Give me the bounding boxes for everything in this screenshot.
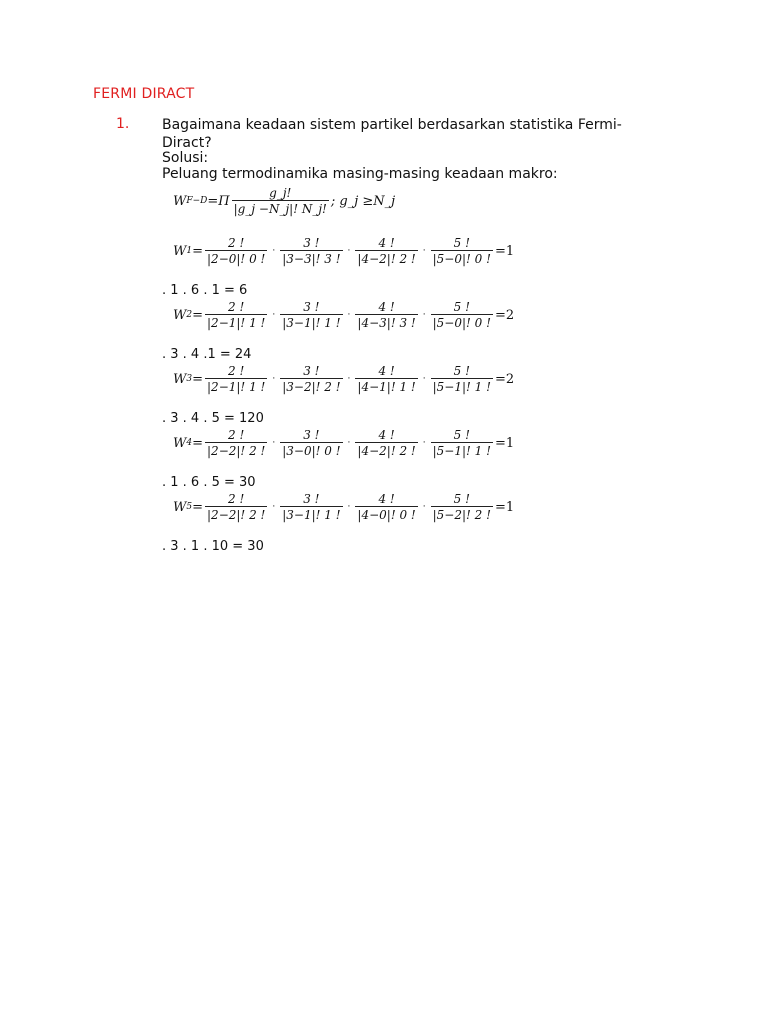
- equation-w1: [173, 236, 514, 266]
- formula-op: =Π: [207, 193, 230, 209]
- fraction: [431, 428, 493, 458]
- fraction: [431, 364, 493, 394]
- equation-w3: [173, 364, 514, 394]
- product-line: . 1 . 6 . 5 = 30: [162, 475, 256, 490]
- equals-sign: =: [192, 435, 204, 451]
- product-line: . 3 . 4 .1 = 24: [162, 347, 252, 362]
- equation-lhs-sub: 1: [186, 246, 193, 256]
- question-number: 1.: [116, 116, 130, 132]
- formula-fraction: [232, 186, 329, 216]
- multiply-dot: ·: [422, 438, 426, 448]
- equation-w4: [173, 428, 514, 458]
- equation-w5: [173, 492, 514, 522]
- fraction-denominator: |4−1|! 1 !: [357, 380, 416, 394]
- fraction-denominator: |5−1|! 1 !: [432, 444, 491, 458]
- fraction-numerator: 5 !: [453, 364, 470, 378]
- fraction: [431, 300, 493, 330]
- product-line: . 3 . 1 . 10 = 30: [162, 539, 264, 554]
- equation-result: =2: [494, 371, 515, 387]
- fraction-numerator: 5 !: [453, 428, 470, 442]
- product-line: . 3 . 4 . 5 = 120: [162, 411, 264, 426]
- fraction: [205, 428, 267, 458]
- formula-lhs: W: [173, 193, 187, 209]
- equation-lhs-sub: 3: [186, 374, 193, 384]
- fraction-denominator: |3−0|! 0 !: [282, 444, 341, 458]
- fraction-denominator: |5−0|! 0 !: [432, 252, 491, 266]
- equals-sign: =: [192, 243, 204, 259]
- fraction: [355, 236, 417, 266]
- equation-lhs: W: [173, 499, 187, 515]
- peluang-text: Peluang termodinamika masing-masing keadaan makro:: [162, 166, 558, 182]
- product-line: . 1 . 6 . 1 = 6: [162, 283, 248, 298]
- multiply-dot: ·: [422, 246, 426, 256]
- fraction: [205, 300, 267, 330]
- equation-lhs: W: [173, 307, 187, 323]
- fraction: [280, 364, 342, 394]
- multiply-dot: ·: [272, 438, 276, 448]
- multiply-dot: ·: [347, 310, 351, 320]
- equation-lhs-sub: 5: [186, 502, 193, 512]
- fraction-numerator: 5 !: [453, 492, 470, 506]
- fraction-numerator: 5 !: [453, 236, 470, 250]
- formula-numerator: g_j!: [269, 186, 292, 200]
- fraction: [205, 364, 267, 394]
- fraction-denominator: |4−2|! 2 !: [357, 444, 416, 458]
- equation-result: =1: [494, 243, 515, 259]
- fraction-numerator: 3 !: [303, 300, 320, 314]
- fraction: [431, 492, 493, 522]
- equation-lhs: W: [173, 435, 187, 451]
- fraction-numerator: 4 !: [378, 492, 395, 506]
- fraction-numerator: 4 !: [378, 236, 395, 250]
- fraction: [205, 236, 267, 266]
- fraction-numerator: 3 !: [303, 236, 320, 250]
- fraction-numerator: 4 !: [378, 428, 395, 442]
- equals-sign: =: [192, 371, 204, 387]
- fraction-numerator: 4 !: [378, 364, 395, 378]
- fraction: [205, 492, 267, 522]
- equation-lhs: W: [173, 243, 187, 259]
- multiply-dot: ·: [347, 246, 351, 256]
- question-text: Bagaimana keadaan sistem partikel berdasarkan statistika Fermi-Diract?: [162, 117, 622, 151]
- fraction-denominator: |4−2|! 2 !: [357, 252, 416, 266]
- fraction: [355, 428, 417, 458]
- fraction-numerator: 5 !: [453, 300, 470, 314]
- fraction-denominator: |3−2|! 2 !: [282, 380, 341, 394]
- fraction-numerator: 3 !: [303, 492, 320, 506]
- multiply-dot: ·: [272, 246, 276, 256]
- document-heading: FERMI DIRACT: [93, 86, 195, 102]
- equation-result: =1: [494, 435, 515, 451]
- equation-result: =2: [494, 307, 515, 323]
- multiply-dot: ·: [422, 502, 426, 512]
- fraction-denominator: |2−2|! 2 !: [207, 444, 266, 458]
- fraction: [355, 364, 417, 394]
- multiply-dot: ·: [347, 502, 351, 512]
- equals-sign: =: [192, 499, 204, 515]
- fraction-denominator: |2−2|! 2 !: [207, 508, 266, 522]
- multiply-dot: ·: [422, 374, 426, 384]
- fraction-denominator: |5−2|! 2 !: [432, 508, 491, 522]
- fraction-denominator: |3−3|! 3 !: [282, 252, 341, 266]
- fraction: [280, 300, 342, 330]
- equation-lhs: W: [173, 371, 187, 387]
- equals-sign: =: [192, 307, 204, 323]
- equation-w2: [173, 300, 514, 330]
- solusi-label: Solusi:: [162, 150, 209, 166]
- fraction-numerator: 2 !: [228, 492, 245, 506]
- fraction-numerator: 2 !: [228, 428, 245, 442]
- fraction-denominator: |5−0|! 0 !: [432, 316, 491, 330]
- fraction-denominator: |3−1|! 1 !: [282, 508, 341, 522]
- fraction-denominator: |2−1|! 1 !: [207, 316, 266, 330]
- formula-lhs-sub: F−D: [186, 196, 208, 206]
- fraction: [280, 428, 342, 458]
- fraction-denominator: |2−0|! 0 !: [207, 252, 266, 266]
- fraction: [355, 300, 417, 330]
- fraction: [431, 236, 493, 266]
- fraction: [280, 492, 342, 522]
- fraction-numerator: 2 !: [228, 364, 245, 378]
- fraction-denominator: |2−1|! 1 !: [207, 380, 266, 394]
- multiply-dot: ·: [272, 374, 276, 384]
- multiply-dot: ·: [347, 438, 351, 448]
- fraction-numerator: 4 !: [378, 300, 395, 314]
- formula-condition: ; g_j ≥N_j: [330, 193, 396, 209]
- fraction: [355, 492, 417, 522]
- multiply-dot: ·: [347, 374, 351, 384]
- fraction-numerator: 2 !: [228, 300, 245, 314]
- equation-lhs-sub: 4: [186, 438, 193, 448]
- fraction-denominator: |4−0|! 0 !: [357, 508, 416, 522]
- equation-result: =1: [494, 499, 515, 515]
- fraction-numerator: 3 !: [303, 364, 320, 378]
- equation-lhs-sub: 2: [186, 310, 193, 320]
- fraction-numerator: 3 !: [303, 428, 320, 442]
- fraction-denominator: |3−1|! 1 !: [282, 316, 341, 330]
- fraction-denominator: |4−3|! 3 !: [357, 316, 416, 330]
- fraction: [280, 236, 342, 266]
- fraction-denominator: |5−1|! 1 !: [432, 380, 491, 394]
- general-formula: [173, 186, 395, 216]
- multiply-dot: ·: [272, 310, 276, 320]
- multiply-dot: ·: [272, 502, 276, 512]
- fraction-numerator: 2 !: [228, 236, 245, 250]
- formula-denominator: |g_j −N_j|! N_j!: [233, 202, 327, 216]
- multiply-dot: ·: [422, 310, 426, 320]
